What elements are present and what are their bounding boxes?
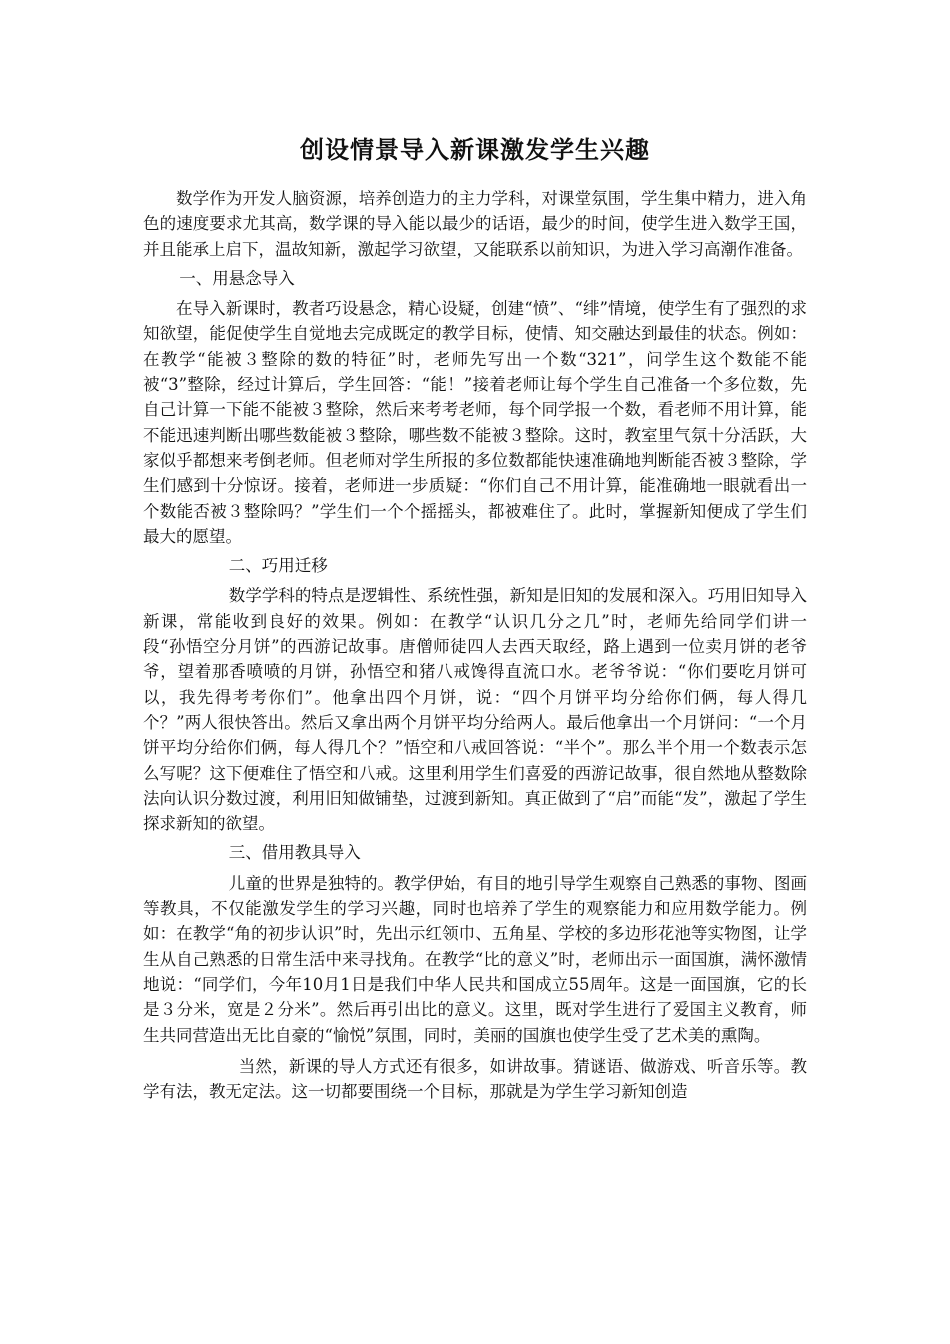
- closing-paragraph: 当然，新课的导人方式还有很多，如讲故事。猜谜语、做游戏、听音乐等。教学有法，教无定法。这一切都要围绕一个目标，那就是为学生学习新知创造: [143, 1056, 807, 1102]
- section-heading-transfer: 二、巧用迁移: [228, 556, 328, 576]
- section-heading-suspense: 一、用悬念导入: [179, 268, 295, 288]
- section-heading-teaching-aids: 三、借用教具导入: [228, 843, 361, 863]
- section-body-teaching-aids: 儿童的世界是独特的。教学伊始，有目的地引导学生观察自己熟悉的事物、图画等教具，不仅能激发学生的学习兴趣，同时也培养了学生的观察能力和应用数学能力。例如：在教学“角的初步认识”时，先出示红领巾、五角星、学校的多边形花池等实物图，让学生从自己熟悉的日常生活中来寻找角。在教学“比的意义”时，老师出示一面国旗，满怀激情地说：“同学们，今年10月1日是我们中华人民共和国成立55周年。这是一面国旗，它的长是３分米，宽是２分米”。然后再引出比的意义。这里，既对学生进行了爱国主义教育，师生共同营造出无比自豪的“愉悦”氛围，同时，美丽的国旗也使学生受了艺术美的熏陶。: [143, 873, 807, 1045]
- section-body-suspense: 在导入新课时，教者巧设悬念，精心设疑，创建“愤”、“绯”情境，使学生有了强烈的求知欲望，能促使学生自觉地去完成既定的教学目标，使情、知交融达到最佳的状态。例如：在教学“能被３整除的数的特征”时，老师先写出一个数“321”，问学生这个数能不能被“3”整除，经过计算后，学生回答：“能！”接着老师让每个学生自己准备一个多位数，先自己计算一下能不能被３整除，然后来考考老师，每个同学报一个数，看老师不用计算，能不能迅速判断出哪些数能被３整除，哪些数不能被３整除。这时，教室里气氛十分活跃，大家似乎都想来考倒老师。但老师对学生所报的多位数都能快速准确地判断能否被３整除，学生们感到十分惊讶。接着，老师进一步质疑：“你们自己不用计算，能准确地一眼就看出一个数能否被３整除吗？”学生们一个个摇摇头，都被难住了。此时，掌握新知便成了学生们最大的愿望。: [143, 299, 807, 546]
- section-body-transfer: 数学学科的特点是逻辑性、系统性强，新知是旧知的发展和深入。巧用旧知导入新课，常能收到良好的效果。例如：在教学“认识几分之几”时，老师先给同学们讲一 段“孙悟空分月饼”的西游记故事。唐僧师徒四人去西天取经，路上遇到一位卖月饼的老爷爷，望着那香喷喷的月饼，孙悟空和猪八戒馋得直流口水。老爷爷说：“你们要吃月饼可以，我先得考考你们”。他拿出四个月饼，说：“四个月饼平均分给你们俩，每人得几个？”两人很快答出。然后又拿出两个月饼平均分给两人。最后他拿出一个月饼问：“一个月饼平均分给你们俩，每人得几个？”悟空和八戒回答说：“半个”。那么半个用一个数表示怎么写呢？这下便难住了悟空和八戒。这里利用学生们喜爱的西游记故事，很自然地从整数除法向认识分数过渡，利用旧知做铺垫，过渡到新知。真正做到了“启”而能“发”，激起了学生探求新知的欲望。: [143, 586, 824, 834]
- intro-paragraph: 数学作为开发人脑资源，培养创造力的主力学科，对课堂氛围，学生集中精力，进入角色的速度要求尤其高，数学课的导入能以最少的话语，最少的时间，使学生进入数学王国，并且能承上启下，温故知新，激起学习欲望，又能联系以前知识，为进入学习高潮作准备。: [143, 189, 807, 259]
- document-page: [143, 128, 824, 1108]
- document-title: 创设情景导入新课激发学生兴趣: [300, 136, 650, 164]
